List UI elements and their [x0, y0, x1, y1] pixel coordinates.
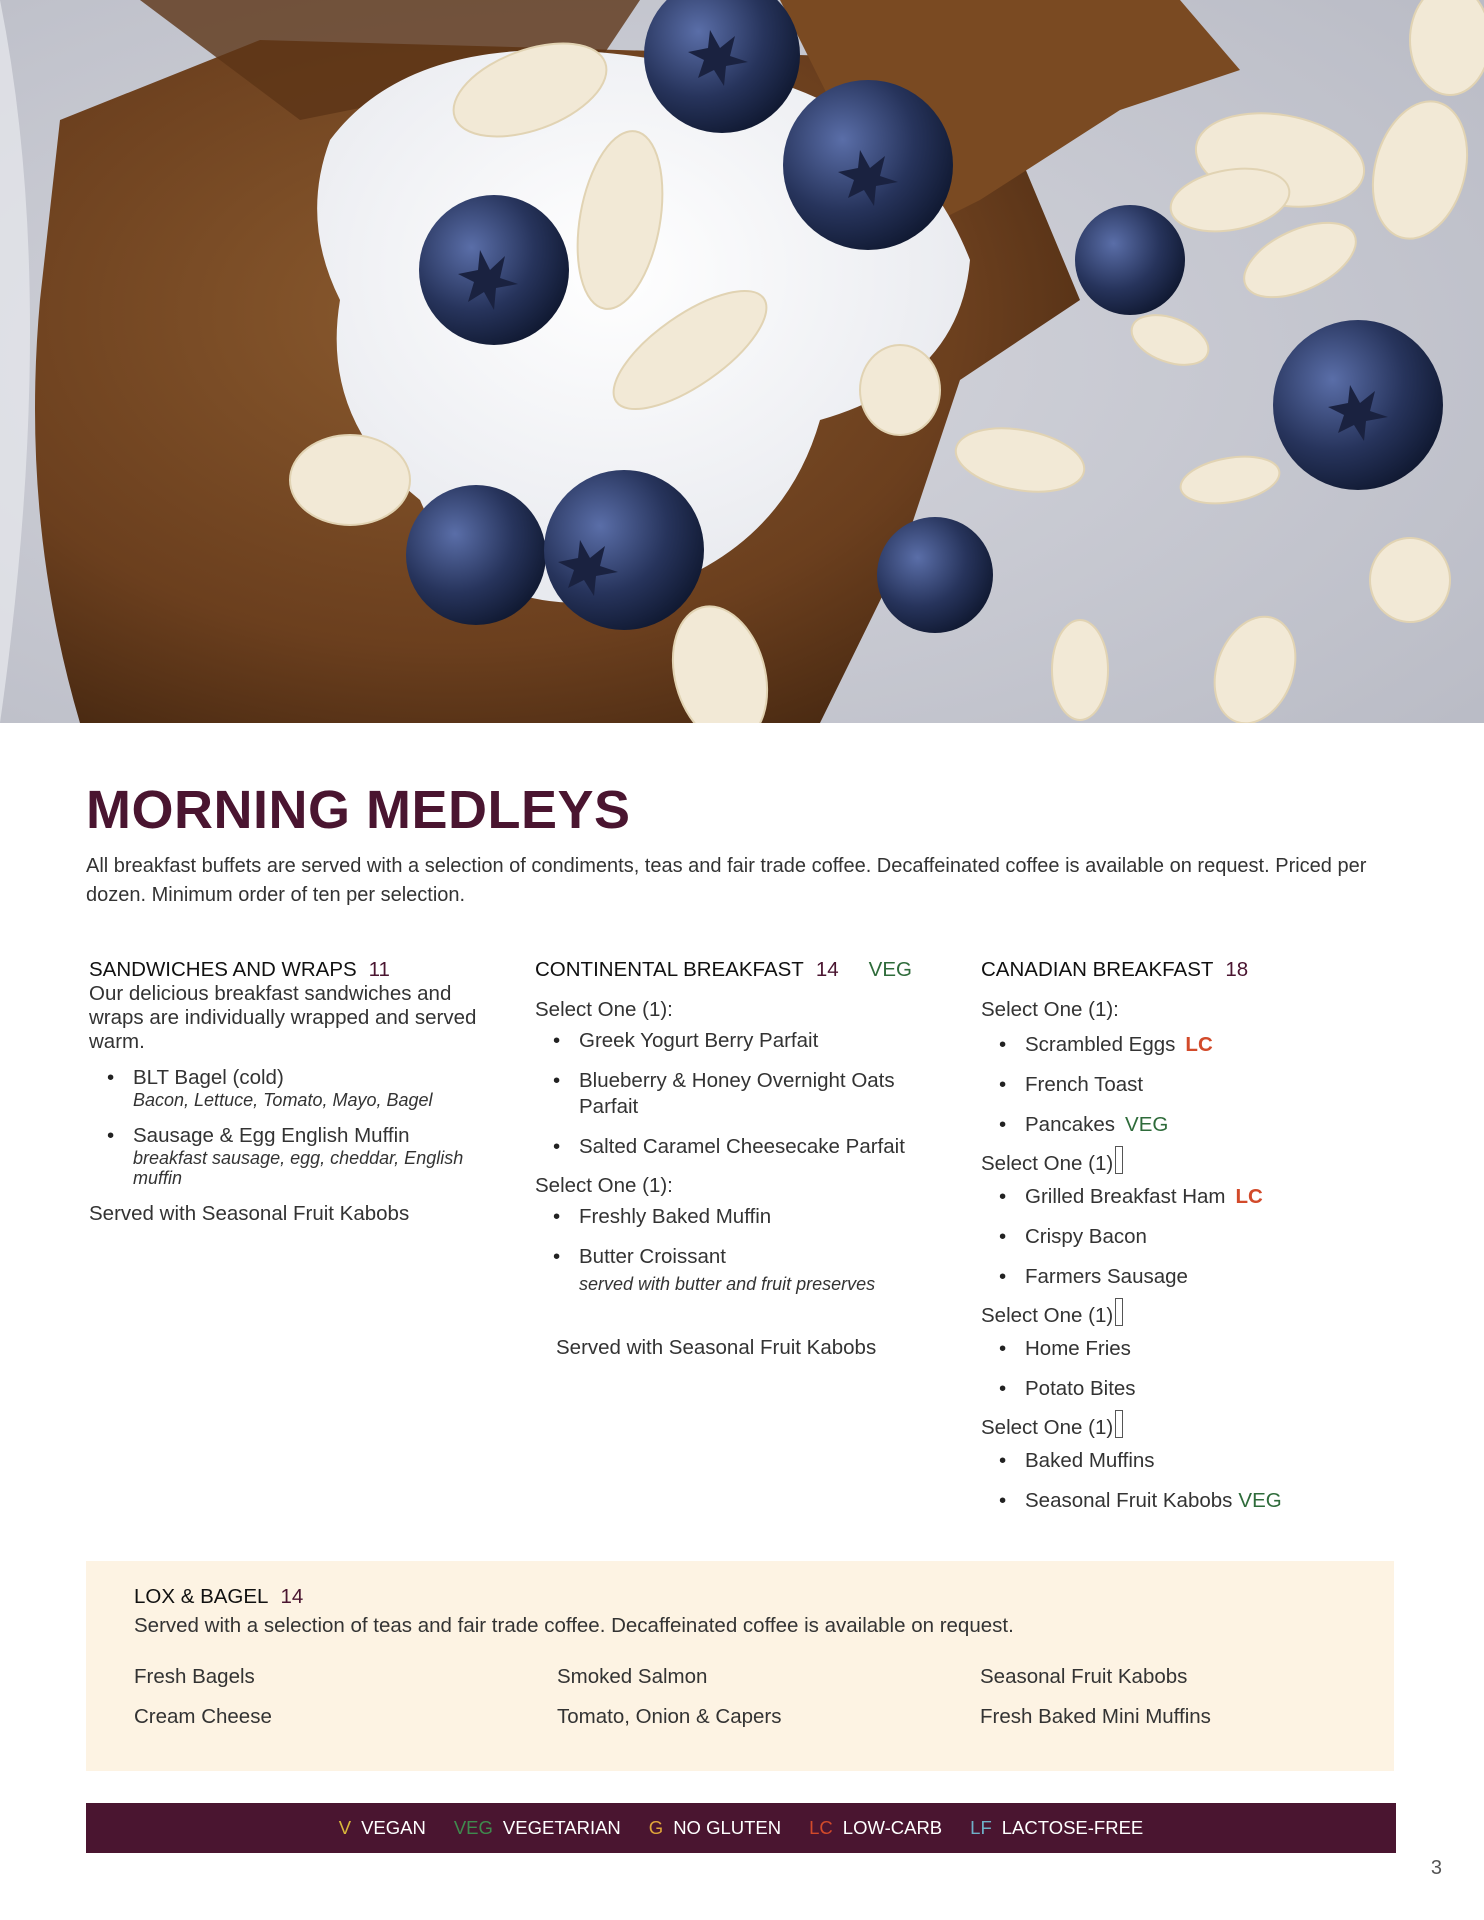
section-heading [535, 958, 955, 982]
section-description: Served with a selection of teas and fair trade coffee. Decaffeinated coffee is available on request. [134, 1614, 1014, 1637]
list-item [535, 1244, 955, 1294]
diet-tag: VEG [1238, 1489, 1282, 1512]
item-name: French Toast [1025, 1073, 1144, 1096]
lox-bagel-box [86, 1561, 1394, 1771]
served-with: Served with Seasonal Fruit Kabobs [89, 1202, 410, 1225]
section-heading [89, 958, 509, 982]
select-text: Select One (1) [981, 1416, 1114, 1439]
hero-photo [0, 0, 1484, 723]
select-label [981, 1410, 1401, 1440]
item-name: Baked Muffins [1025, 1449, 1155, 1472]
item-name: Scrambled Eggs [1025, 1033, 1176, 1056]
list-item [535, 1068, 955, 1120]
item-name: Butter Croissant [579, 1245, 726, 1268]
list-item [535, 1204, 955, 1230]
legend-code: V [338, 1817, 352, 1838]
list-item [89, 1066, 509, 1110]
diet-tag: VEG [1125, 1113, 1169, 1136]
breakfast-photo-icon [0, 0, 1484, 723]
legend-code: G [648, 1817, 664, 1838]
item-name: BLT Bagel (cold) [133, 1066, 284, 1089]
list-item: Fresh Baked Mini Muffins [980, 1705, 1211, 1728]
legend-item [970, 1817, 1143, 1839]
item-sub: breakfast sausage, egg, cheddar, English muffin [133, 1148, 464, 1188]
section-price: 11 [368, 958, 390, 981]
legend-code: VEG [453, 1817, 493, 1838]
section-price: 18 [1225, 958, 1249, 981]
list-item [89, 1124, 509, 1188]
section-price: 14 [815, 958, 839, 981]
legend-label: NO GLUTEN [673, 1817, 782, 1838]
item-name: Grilled Breakfast Ham [1025, 1185, 1226, 1208]
lox-column [134, 1664, 272, 1744]
item-list [535, 1028, 955, 1160]
box-glyph-icon [1115, 1410, 1123, 1438]
list-item [981, 1376, 1401, 1402]
item-list [981, 1448, 1401, 1514]
list-item [981, 1224, 1401, 1250]
item-name: Blueberry & Honey Overnight Oats Parfait [579, 1069, 895, 1118]
section-name: CANADIAN BREAKFAST [981, 958, 1214, 981]
legend-item [454, 1817, 621, 1839]
legend-label: VEGETARIAN [502, 1817, 621, 1838]
diet-tag: VEG [868, 958, 912, 981]
item-list [981, 1184, 1401, 1290]
legend-label: LACTOSE-FREE [1001, 1817, 1144, 1838]
list-item: Smoked Salmon [557, 1665, 708, 1688]
select-text: Select One (1) [981, 1304, 1114, 1327]
list-item [535, 1134, 955, 1160]
list-item [981, 1112, 1401, 1138]
legend-code: LC [809, 1817, 833, 1838]
item-name: Potato Bites [1025, 1377, 1136, 1400]
select-label [981, 1298, 1401, 1328]
list-item [981, 1336, 1401, 1362]
item-name: Pancakes [1025, 1113, 1116, 1136]
list-item: Tomato, Onion & Capers [557, 1705, 782, 1728]
section-name: CONTINENTAL BREAKFAST [535, 958, 804, 981]
diet-legend [86, 1803, 1396, 1853]
list-item: Cream Cheese [134, 1705, 272, 1728]
box-glyph-icon [1115, 1146, 1123, 1174]
intro-section [86, 780, 1398, 910]
diet-tag: LC [1185, 1033, 1213, 1056]
section-heading [134, 1585, 303, 1609]
legend-item [809, 1817, 942, 1839]
legend-item [339, 1817, 426, 1839]
select-label [981, 1146, 1401, 1176]
item-list [981, 1032, 1401, 1138]
legend-item [649, 1817, 781, 1839]
item-name: Greek Yogurt Berry Parfait [579, 1029, 819, 1052]
item-name: Freshly Baked Muffin [579, 1205, 772, 1228]
item-sub: served with butter and fruit preserves [579, 1274, 876, 1294]
sandwiches-section [89, 958, 509, 1226]
item-sub: Bacon, Lettuce, Tomato, Mayo, Bagel [133, 1090, 433, 1110]
list-item [981, 1032, 1401, 1058]
section-price: 14 [280, 1585, 304, 1608]
item-list [535, 1204, 955, 1294]
served-with: Served with Seasonal Fruit Kabobs [556, 1336, 877, 1359]
item-name: Home Fries [1025, 1337, 1131, 1360]
page-title: MORNING MEDLEYS [86, 780, 631, 840]
list-item [981, 1448, 1401, 1474]
diet-tag: LC [1235, 1185, 1263, 1208]
continental-section [535, 958, 955, 1360]
legend-label: LOW-CARB [842, 1817, 943, 1838]
canadian-section [981, 958, 1401, 1528]
select-text: Select One (1) [981, 1152, 1114, 1175]
list-item [981, 1072, 1401, 1098]
lox-column [980, 1664, 1211, 1744]
section-heading [981, 958, 1401, 982]
list-item [981, 1264, 1401, 1290]
lox-column [557, 1664, 781, 1744]
item-name: Farmers Sausage [1025, 1265, 1188, 1288]
section-description: Our delicious breakfast sandwiches and wraps are individually wrapped and served warm. [89, 982, 477, 1053]
list-item [981, 1184, 1401, 1210]
section-name: LOX & BAGEL [134, 1585, 269, 1608]
list-item: Fresh Bagels [134, 1665, 255, 1688]
item-name: Crispy Bacon [1025, 1225, 1147, 1248]
page-number: 3 [1430, 1857, 1442, 1879]
item-list [89, 1066, 509, 1188]
select-label: Select One (1): [981, 998, 1119, 1021]
list-item [981, 1488, 1401, 1514]
list-item [535, 1028, 955, 1054]
legend-label: VEGAN [361, 1817, 426, 1838]
item-list [981, 1336, 1401, 1402]
select-label: Select One (1): [535, 1174, 673, 1197]
item-name: Salted Caramel Cheesecake Parfait [579, 1135, 905, 1158]
section-name: SANDWICHES AND WRAPS [89, 958, 357, 981]
list-item: Seasonal Fruit Kabobs [980, 1665, 1188, 1688]
intro-text: All breakfast buffets are served with a selection of condiments, teas and fair trade coffee. Decaffeinated coffee is available on request. Priced per dozen. Minimum order of ten per selection. [86, 855, 1367, 906]
item-name: Sausage & Egg English Muffin [133, 1124, 410, 1147]
box-glyph-icon [1115, 1298, 1123, 1326]
legend-code: LF [970, 1817, 992, 1838]
select-label: Select One (1): [535, 998, 673, 1021]
item-name: Seasonal Fruit Kabobs [1025, 1489, 1233, 1512]
